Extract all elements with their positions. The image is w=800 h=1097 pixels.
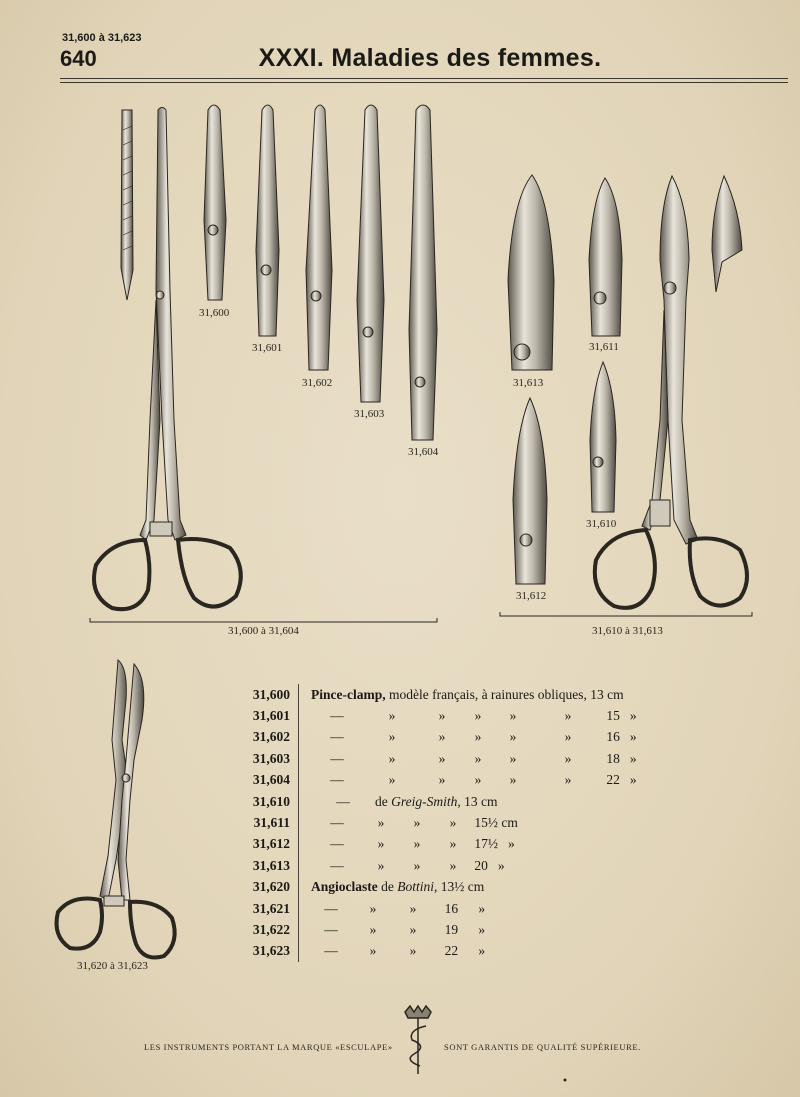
ditto-dash: —: [336, 793, 350, 809]
ditto-mark: »: [377, 857, 385, 873]
ditto-dash: —: [324, 900, 338, 916]
ditto-mark: »: [497, 857, 505, 873]
group-label-left: 31,600 à 31,604: [228, 625, 299, 637]
item-size: 17½: [474, 836, 498, 852]
group-label-right: 31,610 à 31,613: [592, 625, 663, 637]
item-author: Bottini,: [397, 879, 438, 895]
footer-right: SONT GARANTIS DE QUALITÉ SUPÉRIEURE.: [444, 1042, 641, 1052]
ditto-mark: »: [509, 750, 517, 766]
jaw-31602: [306, 105, 332, 370]
item-size: 13 cm: [464, 793, 498, 809]
ditto-mark: »: [474, 708, 482, 724]
item-code: 31,600: [246, 684, 299, 705]
label-31602: 31,602: [302, 377, 333, 389]
ditto-mark: »: [474, 772, 482, 788]
catalog-table: [246, 684, 643, 962]
ditto-mark: »: [564, 772, 572, 788]
ditto-mark: »: [629, 729, 637, 745]
ditto-mark: »: [388, 729, 396, 745]
page-number: 640: [60, 46, 97, 71]
ditto-mark: »: [629, 750, 637, 766]
table-row: [246, 770, 643, 791]
item-code: 31,621: [246, 898, 299, 919]
ditto-mark: »: [438, 729, 446, 745]
item-prefix: de: [375, 793, 388, 809]
ditto-mark: »: [413, 836, 421, 852]
ditto-mark: »: [388, 772, 396, 788]
ditto-mark: »: [564, 708, 572, 724]
item-prefix: de: [381, 879, 394, 895]
ditto-mark: »: [449, 815, 457, 831]
ditto-mark: »: [474, 729, 482, 745]
ditto-mark: »: [509, 708, 517, 724]
item-size: 15: [606, 708, 620, 724]
ditto-mark: »: [474, 750, 482, 766]
table-row: [246, 834, 643, 855]
ditto-dash: —: [330, 815, 344, 831]
label-31612: 31,612: [516, 590, 547, 602]
jaw-31610: [590, 362, 616, 512]
ditto-mark: »: [449, 857, 457, 873]
ditto-mark: »: [409, 921, 417, 937]
ditto-mark: »: [377, 815, 385, 831]
item-author: Greig-Smith,: [391, 793, 461, 809]
item-name: Angioclaste: [311, 879, 378, 895]
item-size: 16: [444, 900, 459, 916]
ditto-dash: —: [330, 708, 344, 724]
item-size: 22: [606, 772, 620, 788]
jaw-31604: [409, 105, 437, 440]
ditto-dash: —: [330, 750, 344, 766]
chapter-title: XXXI. Maladies des femmes.: [258, 44, 602, 72]
item-code: 31,604: [246, 770, 299, 791]
ditto-mark: »: [409, 900, 417, 916]
table-row: [246, 748, 643, 769]
jaw-31603: [357, 105, 384, 402]
table-row: [246, 791, 643, 812]
bracket-right: [500, 612, 752, 616]
ditto-mark: »: [438, 708, 446, 724]
jaw-31601: [256, 105, 279, 336]
item-code: 31,603: [246, 748, 299, 769]
jaw-31611: [589, 178, 622, 336]
table-row: [246, 877, 643, 898]
table-row: [246, 919, 643, 940]
ditto-dash: —: [324, 943, 338, 959]
label-31600: 31,600: [199, 307, 230, 319]
ditto-mark: »: [449, 836, 457, 852]
ditto-dash: —: [330, 772, 344, 788]
item-code: 31,622: [246, 919, 299, 940]
item-code: 31,602: [246, 727, 299, 748]
table-row: [246, 855, 643, 876]
table-row: [246, 727, 643, 748]
ditto-mark: »: [509, 772, 517, 788]
item-description: modèle français, à rainures obliques, 13 cm: [388, 686, 624, 702]
ditto-mark: »: [369, 900, 377, 916]
table-row: [246, 941, 643, 962]
ditto-dash: —: [324, 921, 338, 937]
item-name: Pince-clamp,: [311, 686, 386, 702]
table-row: [246, 705, 643, 726]
item-code: 31,601: [246, 705, 299, 726]
label-31611: 31,611: [589, 341, 619, 353]
item-size: 20: [474, 857, 488, 873]
jaw-tip-detail: [712, 176, 742, 292]
label-31610: 31,610: [586, 518, 617, 530]
jaw-31613: [508, 175, 554, 370]
label-31603: 31,603: [354, 408, 385, 420]
item-size: 18: [606, 750, 620, 766]
label-31613: 31,613: [513, 377, 544, 389]
ditto-mark: »: [388, 750, 396, 766]
item-size: 15½ cm: [474, 815, 518, 831]
footer-left: LES INSTRUMENTS PORTANT LA MARQUE «ESCULAPE»: [144, 1042, 393, 1052]
item-code: 31,610: [246, 791, 299, 812]
ditto-mark: »: [388, 708, 396, 724]
ditto-mark: »: [629, 772, 637, 788]
bracket-left: [90, 618, 437, 622]
ditto-mark: »: [438, 772, 446, 788]
ditto-mark: »: [564, 729, 572, 745]
ditto-dash: —: [330, 857, 344, 873]
table-row: [246, 684, 643, 705]
ditto-mark: »: [413, 815, 421, 831]
ditto-mark: »: [409, 943, 417, 959]
item-code: 31,612: [246, 834, 299, 855]
item-code: 31,620: [246, 877, 299, 898]
ditto-mark: »: [478, 943, 486, 959]
item-size: 22: [444, 943, 459, 959]
ditto-mark: »: [413, 857, 421, 873]
table-row: [246, 898, 643, 919]
ditto-mark: »: [438, 750, 446, 766]
item-size: 13½ cm: [440, 879, 485, 895]
page-range: 31,600 à 31,623: [62, 32, 142, 44]
item-size: 19: [444, 921, 459, 937]
ditto-mark: »: [629, 708, 637, 724]
group-label-bottom: 31,620 à 31,623: [77, 960, 148, 972]
item-code: 31,623: [246, 941, 299, 962]
ditto-mark: »: [564, 750, 572, 766]
table-row: [246, 812, 643, 833]
ditto-mark: »: [478, 921, 486, 937]
ditto-mark: »: [478, 900, 486, 916]
ditto-mark: »: [377, 836, 385, 852]
ditto-mark: »: [369, 921, 377, 937]
item-size: 16: [606, 729, 620, 745]
ditto-mark: »: [369, 943, 377, 959]
jaw-31600: [204, 105, 226, 300]
label-31604: 31,604: [408, 446, 439, 458]
ink-speck: [564, 1079, 567, 1082]
ditto-dash: —: [330, 729, 344, 745]
item-code: 31,613: [246, 855, 299, 876]
ditto-mark: »: [508, 836, 515, 852]
angioclaste-illustration: [57, 660, 175, 958]
jaw-31612: [513, 398, 547, 584]
item-code: 31,611: [246, 812, 299, 833]
ditto-mark: »: [509, 729, 517, 745]
ditto-dash: —: [330, 836, 344, 852]
label-31601: 31,601: [252, 342, 283, 354]
esculape-caduceus-icon: [405, 1006, 431, 1074]
